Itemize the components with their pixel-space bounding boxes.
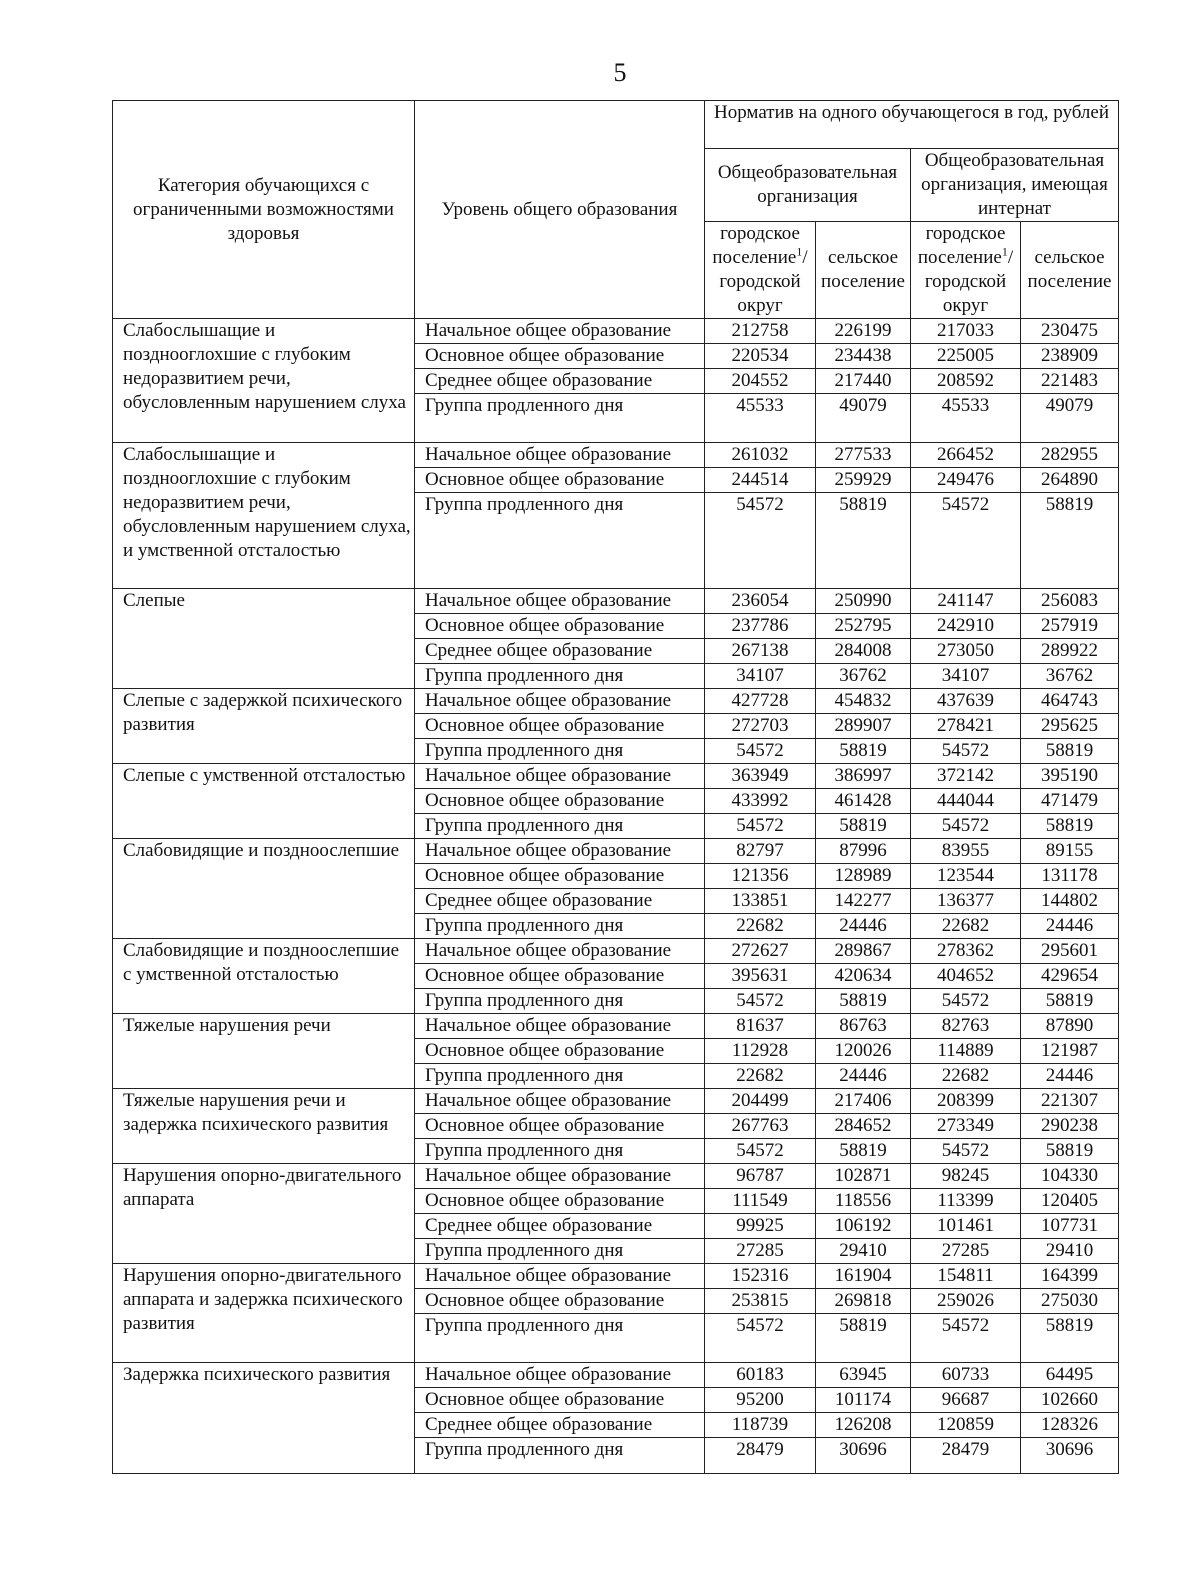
level-cell: Основное общее образование [415, 1189, 705, 1214]
value-cell: 471479 [1021, 789, 1119, 814]
level-cell: Группа продленного дня [415, 914, 705, 939]
value-cell: 34107 [911, 664, 1021, 689]
urban-label: городское поселение [917, 223, 1006, 268]
value-cell: 264890 [1021, 467, 1119, 492]
value-cell: 204552 [705, 369, 816, 394]
category-cell: Нарушения опорно-двигательного аппарата и задержка психического развития [113, 1264, 415, 1363]
value-cell: 454832 [816, 689, 911, 714]
value-cell: 58819 [1021, 1139, 1119, 1164]
level-cell: Группа продленного дня [415, 1239, 705, 1264]
value-cell: 45533 [705, 394, 816, 443]
value-cell: 259929 [816, 467, 911, 492]
value-cell: 404652 [911, 964, 1021, 989]
value-cell: 221307 [1021, 1089, 1119, 1114]
level-cell: Основное общее образование [415, 344, 705, 369]
value-cell: 54572 [705, 814, 816, 839]
value-cell: 102871 [816, 1164, 911, 1189]
level-cell: Группа продленного дня [415, 1314, 705, 1363]
level-cell: Основное общее образование [415, 964, 705, 989]
value-cell: 86763 [816, 1014, 911, 1039]
level-cell: Начальное общее образование [415, 839, 705, 864]
level-cell: Группа продленного дня [415, 814, 705, 839]
value-cell: 128326 [1021, 1412, 1119, 1437]
value-cell: 63945 [816, 1362, 911, 1387]
value-cell: 96687 [911, 1387, 1021, 1412]
value-cell: 58819 [1021, 1314, 1119, 1363]
table-row [113, 319, 1119, 344]
value-cell: 54572 [911, 739, 1021, 764]
table-row [113, 689, 1119, 714]
table-row [113, 764, 1119, 789]
value-cell: 58819 [816, 814, 911, 839]
level-cell: Начальное общее образование [415, 442, 705, 467]
category-cell: Слабослышащие и позднооглохшие с глубоким недоразвитием речи, обусловленным нарушением слуха, и умственной отсталостью [113, 442, 415, 589]
value-cell: 58819 [816, 739, 911, 764]
level-cell: Начальное общее образование [415, 939, 705, 964]
urban-header-2 [911, 222, 1021, 319]
value-cell: 24446 [816, 914, 911, 939]
value-cell: 106192 [816, 1214, 911, 1239]
value-cell: 118739 [705, 1412, 816, 1437]
org-header: Общеобразовательная организация [705, 149, 911, 222]
table-row [113, 839, 1119, 864]
value-cell: 269818 [816, 1289, 911, 1314]
value-cell: 58819 [816, 989, 911, 1014]
value-cell: 295601 [1021, 939, 1119, 964]
table-header [113, 101, 1119, 319]
value-cell: 461428 [816, 789, 911, 814]
value-cell: 102660 [1021, 1387, 1119, 1412]
value-cell: 284008 [816, 639, 911, 664]
value-cell: 253815 [705, 1289, 816, 1314]
value-cell: 27285 [911, 1239, 1021, 1264]
value-cell: 427728 [705, 689, 816, 714]
level-cell: Начальное общее образование [415, 1362, 705, 1387]
footnote-mark: 1 [796, 244, 803, 259]
table-body [113, 319, 1119, 1474]
level-cell: Основное общее образование [415, 864, 705, 889]
level-cell: Группа продленного дня [415, 989, 705, 1014]
value-cell: 82797 [705, 839, 816, 864]
value-cell: 444044 [911, 789, 1021, 814]
value-cell: 272703 [705, 714, 816, 739]
value-cell: 58819 [1021, 492, 1119, 589]
value-cell: 420634 [816, 964, 911, 989]
value-cell: 131178 [1021, 864, 1119, 889]
value-cell: 429654 [1021, 964, 1119, 989]
value-cell: 433992 [705, 789, 816, 814]
level-cell: Начальное общее образование [415, 689, 705, 714]
rural-header-1: сельское поселение [816, 222, 911, 319]
value-cell: 242910 [911, 614, 1021, 639]
value-cell: 289922 [1021, 639, 1119, 664]
value-cell: 252795 [816, 614, 911, 639]
value-cell: 98245 [911, 1164, 1021, 1189]
rural-header-2: сельское поселение [1021, 222, 1119, 319]
value-cell: 54572 [911, 1139, 1021, 1164]
value-cell: 120026 [816, 1039, 911, 1064]
urban-header-1 [705, 222, 816, 319]
value-cell: 120405 [1021, 1189, 1119, 1214]
value-cell: 101174 [816, 1387, 911, 1412]
value-cell: 58819 [816, 1139, 911, 1164]
level-cell: Среднее общее образование [415, 1214, 705, 1239]
value-cell: 54572 [705, 492, 816, 589]
level-cell: Группа продленного дня [415, 1064, 705, 1089]
value-cell: 54572 [911, 814, 1021, 839]
value-cell: 30696 [816, 1437, 911, 1474]
value-cell: 249476 [911, 467, 1021, 492]
norm-header: Норматив на одного обучающегося в год, рублей [705, 101, 1119, 149]
value-cell: 259026 [911, 1289, 1021, 1314]
value-cell: 104330 [1021, 1164, 1119, 1189]
value-cell: 161904 [816, 1264, 911, 1289]
category-cell: Слабовидящие и поздноослепшие [113, 839, 415, 939]
value-cell: 60733 [911, 1362, 1021, 1387]
value-cell: 49079 [1021, 394, 1119, 443]
value-cell: 250990 [816, 589, 911, 614]
value-cell: 217440 [816, 369, 911, 394]
value-cell: 54572 [705, 739, 816, 764]
value-cell: 275030 [1021, 1289, 1119, 1314]
level-cell: Среднее общее образование [415, 369, 705, 394]
value-cell: 238909 [1021, 344, 1119, 369]
level-cell: Основное общее образование [415, 1387, 705, 1412]
value-cell: 36762 [816, 664, 911, 689]
value-cell: 54572 [705, 1139, 816, 1164]
value-cell: 284652 [816, 1114, 911, 1139]
value-cell: 256083 [1021, 589, 1119, 614]
category-cell: Слабовидящие и поздноослепшие с умственной отсталостью [113, 939, 415, 1014]
value-cell: 244514 [705, 467, 816, 492]
value-cell: 154811 [911, 1264, 1021, 1289]
value-cell: 208592 [911, 369, 1021, 394]
value-cell: 34107 [705, 664, 816, 689]
value-cell: 27285 [705, 1239, 816, 1264]
value-cell: 28479 [911, 1437, 1021, 1474]
value-cell: 22682 [705, 914, 816, 939]
value-cell: 58819 [1021, 739, 1119, 764]
value-cell: 208399 [911, 1089, 1021, 1114]
value-cell: 395190 [1021, 764, 1119, 789]
value-cell: 118556 [816, 1189, 911, 1214]
value-cell: 28479 [705, 1437, 816, 1474]
value-cell: 60183 [705, 1362, 816, 1387]
table-row [113, 589, 1119, 614]
level-cell: Основное общее образование [415, 1114, 705, 1139]
value-cell: 257919 [1021, 614, 1119, 639]
value-cell: 230475 [1021, 319, 1119, 344]
category-cell: Нарушения опорно-двигательного аппарата [113, 1164, 415, 1264]
level-cell: Основное общее образование [415, 714, 705, 739]
value-cell: 236054 [705, 589, 816, 614]
value-cell: 217033 [911, 319, 1021, 344]
category-column-header: Категория обучающихся с ограниченными возможностями здоровья [113, 101, 415, 319]
level-cell: Основное общее образование [415, 789, 705, 814]
value-cell: 24446 [816, 1064, 911, 1089]
value-cell: 142277 [816, 889, 911, 914]
value-cell: 22682 [911, 914, 1021, 939]
level-cell: Начальное общее образование [415, 589, 705, 614]
table-row [113, 1264, 1119, 1289]
table-row [113, 1362, 1119, 1387]
value-cell: 107731 [1021, 1214, 1119, 1239]
value-cell: 121356 [705, 864, 816, 889]
value-cell: 277533 [816, 442, 911, 467]
value-cell: 217406 [816, 1089, 911, 1114]
footnote-mark: 1 [1001, 244, 1008, 259]
category-cell: Слепые [113, 589, 415, 689]
value-cell: 123544 [911, 864, 1021, 889]
value-cell: 278421 [911, 714, 1021, 739]
value-cell: 372142 [911, 764, 1021, 789]
level-cell: Среднее общее образование [415, 889, 705, 914]
value-cell: 121987 [1021, 1039, 1119, 1064]
page-number: 5 [613, 58, 627, 87]
level-cell: Основное общее образование [415, 467, 705, 492]
value-cell: 96787 [705, 1164, 816, 1189]
table-row [113, 1164, 1119, 1189]
value-cell: 22682 [911, 1064, 1021, 1089]
value-cell: 81637 [705, 1014, 816, 1039]
value-cell: 128989 [816, 864, 911, 889]
value-cell: 261032 [705, 442, 816, 467]
level-cell: Группа продленного дня [415, 739, 705, 764]
table-row [113, 939, 1119, 964]
value-cell: 49079 [816, 394, 911, 443]
table-row [113, 1089, 1119, 1114]
value-cell: 58819 [816, 1314, 911, 1363]
value-cell: 30696 [1021, 1437, 1119, 1474]
value-cell: 273349 [911, 1114, 1021, 1139]
value-cell: 36762 [1021, 664, 1119, 689]
value-cell: 152316 [705, 1264, 816, 1289]
category-cell: Тяжелые нарушения речи и задержка психического развития [113, 1089, 415, 1164]
value-cell: 273050 [911, 639, 1021, 664]
value-cell: 126208 [816, 1412, 911, 1437]
org-boarding-header: Общеобразовательная организация, имеющая интернат [911, 149, 1119, 222]
level-cell: Начальное общее образование [415, 764, 705, 789]
value-cell: 266452 [911, 442, 1021, 467]
value-cell: 99925 [705, 1214, 816, 1239]
level-cell: Группа продленного дня [415, 492, 705, 589]
urban-district-label: / городской округ [719, 247, 808, 316]
level-cell: Среднее общее образование [415, 639, 705, 664]
value-cell: 133851 [705, 889, 816, 914]
level-cell: Основное общее образование [415, 614, 705, 639]
value-cell: 22682 [705, 1064, 816, 1089]
value-cell: 87890 [1021, 1014, 1119, 1039]
value-cell: 83955 [911, 839, 1021, 864]
value-cell: 204499 [705, 1089, 816, 1114]
value-cell: 234438 [816, 344, 911, 369]
value-cell: 226199 [816, 319, 911, 344]
value-cell: 101461 [911, 1214, 1021, 1239]
level-cell: Группа продленного дня [415, 664, 705, 689]
value-cell: 278362 [911, 939, 1021, 964]
value-cell: 29410 [816, 1239, 911, 1264]
level-cell: Группа продленного дня [415, 1437, 705, 1474]
value-cell: 289867 [816, 939, 911, 964]
value-cell: 290238 [1021, 1114, 1119, 1139]
level-cell: Начальное общее образование [415, 1014, 705, 1039]
table-row [113, 442, 1119, 467]
level-cell: Группа продленного дня [415, 394, 705, 443]
value-cell: 58819 [816, 492, 911, 589]
value-cell: 437639 [911, 689, 1021, 714]
level-cell: Начальное общее образование [415, 319, 705, 344]
category-cell: Слабослышащие и позднооглохшие с глубоким недоразвитием речи, обусловленным нарушением слуха [113, 319, 415, 443]
level-cell: Начальное общее образование [415, 1264, 705, 1289]
value-cell: 89155 [1021, 839, 1119, 864]
value-cell: 164399 [1021, 1264, 1119, 1289]
value-cell: 113399 [911, 1189, 1021, 1214]
value-cell: 282955 [1021, 442, 1119, 467]
value-cell: 237786 [705, 614, 816, 639]
level-column-header: Уровень общего образования [415, 101, 705, 319]
value-cell: 24446 [1021, 1064, 1119, 1089]
value-cell: 267138 [705, 639, 816, 664]
category-cell: Тяжелые нарушения речи [113, 1014, 415, 1089]
value-cell: 114889 [911, 1039, 1021, 1064]
table-row [113, 1014, 1119, 1039]
value-cell: 45533 [911, 394, 1021, 443]
value-cell: 295625 [1021, 714, 1119, 739]
value-cell: 212758 [705, 319, 816, 344]
value-cell: 58819 [1021, 814, 1119, 839]
urban-district-label: / городской округ [924, 247, 1014, 316]
category-cell: Задержка психического развития [113, 1362, 415, 1474]
value-cell: 54572 [911, 989, 1021, 1014]
value-cell: 225005 [911, 344, 1021, 369]
value-cell: 464743 [1021, 689, 1119, 714]
value-cell: 29410 [1021, 1239, 1119, 1264]
value-cell: 220534 [705, 344, 816, 369]
level-cell: Начальное общее образование [415, 1164, 705, 1189]
value-cell: 112928 [705, 1039, 816, 1064]
value-cell: 386997 [816, 764, 911, 789]
value-cell: 136377 [911, 889, 1021, 914]
level-cell: Среднее общее образование [415, 1412, 705, 1437]
value-cell: 144802 [1021, 889, 1119, 914]
value-cell: 54572 [705, 1314, 816, 1363]
level-cell: Основное общее образование [415, 1289, 705, 1314]
value-cell: 24446 [1021, 914, 1119, 939]
value-cell: 395631 [705, 964, 816, 989]
category-cell: Слепые с задержкой психического развития [113, 689, 415, 764]
level-cell: Группа продленного дня [415, 1139, 705, 1164]
level-cell: Начальное общее образование [415, 1089, 705, 1114]
value-cell: 221483 [1021, 369, 1119, 394]
value-cell: 82763 [911, 1014, 1021, 1039]
value-cell: 54572 [705, 989, 816, 1014]
value-cell: 111549 [705, 1189, 816, 1214]
value-cell: 289907 [816, 714, 911, 739]
value-cell: 272627 [705, 939, 816, 964]
value-cell: 64495 [1021, 1362, 1119, 1387]
level-cell: Основное общее образование [415, 1039, 705, 1064]
value-cell: 54572 [911, 492, 1021, 589]
value-cell: 58819 [1021, 989, 1119, 1014]
value-cell: 95200 [705, 1387, 816, 1412]
value-cell: 363949 [705, 764, 816, 789]
value-cell: 54572 [911, 1314, 1021, 1363]
norm-table [112, 100, 1119, 1474]
value-cell: 120859 [911, 1412, 1021, 1437]
value-cell: 267763 [705, 1114, 816, 1139]
urban-label: городское поселение [712, 223, 800, 268]
value-cell: 241147 [911, 589, 1021, 614]
value-cell: 87996 [816, 839, 911, 864]
category-cell: Слепые с умственной отсталостью [113, 764, 415, 839]
